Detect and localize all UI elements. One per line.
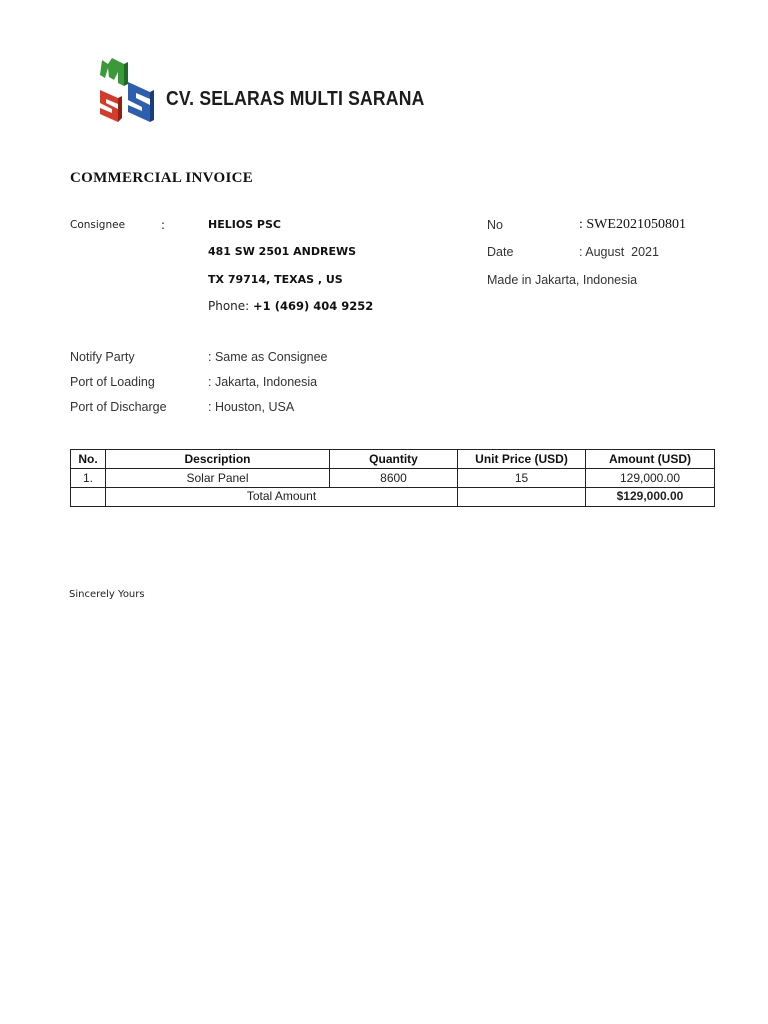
invoice-table bbox=[70, 449, 715, 507]
total-empty-cell-2 bbox=[458, 488, 586, 507]
table-header-row bbox=[71, 450, 715, 469]
consignee-colon: : bbox=[161, 218, 166, 232]
invoice-date-value: : August 2021 bbox=[579, 245, 659, 259]
row-description: Solar Panel bbox=[106, 469, 330, 488]
consignee-address-line2: TX 79714, TEXAS , US bbox=[208, 273, 343, 286]
row-amount: 129,000.00 bbox=[586, 469, 715, 488]
row-unit-price: 15 bbox=[458, 469, 586, 488]
table-row bbox=[71, 469, 715, 488]
made-in-text: Made in Jakarta, Indonesia bbox=[487, 273, 638, 287]
total-empty-cell bbox=[71, 488, 106, 507]
port-of-discharge-value: : Houston, USA bbox=[208, 400, 295, 414]
notify-party-label: Notify Party bbox=[70, 350, 135, 364]
row-quantity: 8600 bbox=[330, 469, 458, 488]
invoice-date-label: Date bbox=[487, 245, 514, 259]
total-row bbox=[71, 488, 715, 507]
phone-value: +1 (469) 404 9252 bbox=[253, 299, 374, 313]
consignee-label: Consignee bbox=[70, 219, 126, 231]
company-logo bbox=[94, 56, 164, 134]
header-unit-price: Unit Price (USD) bbox=[458, 450, 586, 469]
port-of-discharge-label: Port of Discharge bbox=[70, 400, 167, 414]
mss-logo-icon bbox=[94, 56, 164, 134]
header-quantity: Quantity bbox=[330, 450, 458, 469]
consignee-name: HELIOS PSC bbox=[208, 218, 281, 231]
header-amount: Amount (USD) bbox=[586, 450, 715, 469]
port-of-loading-label: Port of Loading bbox=[70, 375, 155, 389]
total-amount: $129,000.00 bbox=[586, 488, 715, 507]
consignee-phone bbox=[208, 299, 373, 313]
invoice-no-value: : SWE2021050801 bbox=[579, 217, 686, 232]
phone-label: Phone: bbox=[208, 299, 250, 313]
company-name: CV. SELARAS MULTI SARANA bbox=[166, 88, 425, 110]
notify-party-value: : Same as Consignee bbox=[208, 350, 328, 364]
consignee-address-line1: 481 SW 2501 ANDREWS bbox=[208, 245, 357, 258]
total-label: Total Amount bbox=[106, 488, 458, 507]
document-title: COMMERCIAL INVOICE bbox=[70, 170, 254, 186]
header-no: No. bbox=[71, 450, 106, 469]
closing-text: Sincerely Yours bbox=[69, 589, 145, 600]
port-of-loading-value: : Jakarta, Indonesia bbox=[208, 375, 318, 389]
invoice-no-label: No bbox=[487, 218, 503, 232]
header-description: Description bbox=[106, 450, 330, 469]
row-no: 1. bbox=[71, 469, 106, 488]
